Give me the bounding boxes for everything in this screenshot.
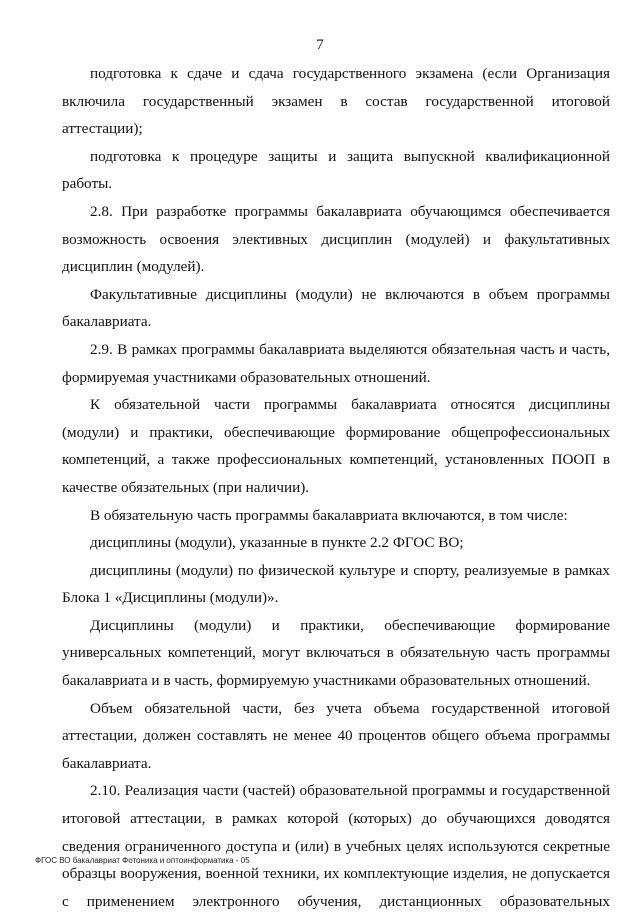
paragraph: Факультативные дисциплины (модули) не включаются в объем программы бакалавриата. <box>62 285 610 331</box>
paragraph: 2.10. Реализация части (частей) образовательной программы и государственной итоговой аттестации, в рамках которой (которых) до обучающихся доводятся сведения ограниченного доступа и (или) в учебных целях используются секретные образцы вооружения, военной техники, их комплектующие изделия, не допускается с применением электронного обучения, дистанционных образовательных <box>62 782 610 910</box>
paragraph: В обязательную часть программы бакалавриата включаются, в том числе: <box>90 506 568 524</box>
paragraph: подготовка к процедуре защиты и защита выпускной квалификационной работы. <box>62 147 610 193</box>
paragraph: Объем обязательной части, без учета объема государственной итоговой аттестации, должен составлять не менее 40 процентов общего объема программы бакалавриата. <box>62 699 610 772</box>
paragraph: Дисциплины (модули) и практики, обеспечивающие формирование универсальных компетенций, могут включаться в обязательную часть программы бакалавриата и в часть, формируемую участниками образовательных отношений. <box>62 616 610 690</box>
page-number: 7 <box>316 37 324 53</box>
paragraph: 2.8. При разработке программы бакалавриата обучающимся обеспечивается возможность освоения элективных дисциплин (модулей) и факультативных дисциплин (модулей). <box>62 202 610 276</box>
document-body <box>62 60 610 915</box>
page-footer: ФГОС ВО бакалавриат Фотоника и оптоинформатика - 05 <box>35 856 250 865</box>
paragraph: К обязательной части программы бакалавриата относятся дисциплины (модули) и практики, обеспечивающие формирование общепрофессиональных компетенций, а также профессиональных компетенций, установленных ПООП в качестве обязательных (при наличии). <box>62 396 610 496</box>
paragraph: 2.9. В рамках программы бакалавриата выделяются обязательная часть и часть, формируемая участниками образовательных отношений. <box>62 340 610 386</box>
paragraph: дисциплины (модули) по физической культуре и спорту, реализуемые в рамках Блока 1 «Дисциплины (модули)». <box>62 561 610 607</box>
paragraph: подготовка к сдаче и сдача государственного экзамена (если Организация включила государственный экзамен в состав государственной итоговой аттестации); <box>62 65 610 138</box>
paragraph: дисциплины (модули), указанные в пункте 2.2 ФГОС ВО; <box>90 534 464 552</box>
